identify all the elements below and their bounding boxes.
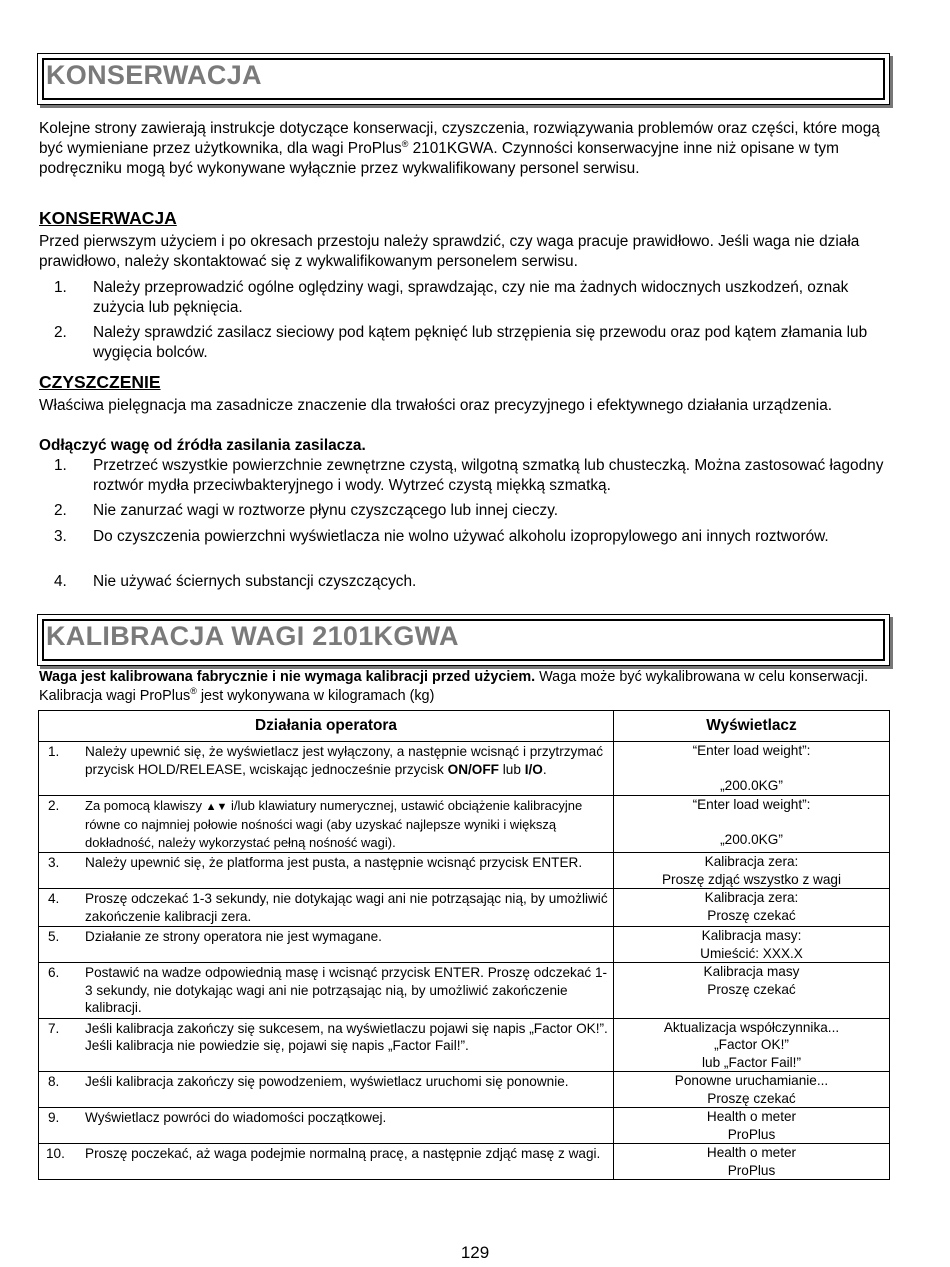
intro-paragraph: Kolejne strony zawierają instrukcje dotyczące konserwacji, czyszczenia, rozwiązywania problemów oraz części, które mogą być wymieniane przez użytkownika, dla wagi ProPlus® 2101KGWA. Czynności konserwacyjne inne niż opisane w tym podręczniku mogą być wykonywane wyłącznie przez wykwalifikowany personel serwisu. [39, 120, 880, 177]
table-header-row [39, 711, 890, 742]
heading-konserwacja: KONSERWACJA [39, 208, 177, 228]
section-banner-kalibracja [37, 614, 890, 666]
up-down-arrow-icons: ▲▼ [205, 800, 228, 813]
table-row: 8. Jeśli kalibracja zakończy się powodzeniem, wyświetlacz uruchomi się ponownie. Ponowne uruchamianie... Proszę czekać [39, 1072, 890, 1108]
kalibracja-intro: Waga jest kalibrowana fabrycznie i nie wymaga kalibracji przed użyciem. Waga może być wykalibrowana w celu konserwacji. Kalibracja wagi ProPlus® jest wykonywana w kilogramach (kg) [39, 669, 869, 704]
section-title: KALIBRACJA WAGI 2101KGWA [46, 621, 459, 651]
page-number: 129 [460, 1243, 490, 1262]
table-row: 7. Jeśli kalibracja zakończy się sukcesem, na wyświetlaczu pojawi się napis „Factor OK!”. Jeśli kalibracja nie powiedzie się, pojawi się napis „Factor Fail!”. Aktualizacja współczynnika... „Factor OK!” lub „Factor Fail!” [39, 1018, 890, 1072]
section-banner-konserwacja [37, 53, 890, 105]
konserwacja-text: Przed pierwszym użyciem i po okresach przestoju należy sprawdzić, czy waga pracuje prawidłowo. Jeśli waga nie działa prawidłowo, należy skontaktować się z wykwalifikowanym personelem serwisu. [39, 233, 860, 270]
czyszczenie-text: Właściwa pielęgnacja ma zasadnicze znaczenie dla trwałości oraz precyzyjnego i efektywnego działania urządzenia. [39, 397, 833, 414]
table-row: 5. Działanie ze strony operatora nie jest wymagane. Kalibracja masy: Umieścić: XXX.X [39, 927, 890, 963]
section-title: KONSERWACJA [46, 60, 262, 90]
table-row: 10. Proszę poczekać, aż waga podejmie normalną pracę, a następnie zdjąć masę z wagi. Health o meter ProPlus [39, 1144, 890, 1180]
table-row: 1. Należy upewnić się, że wyświetlacz jest wyłączony, a następnie wcisnąć i przytrzymać przycisk HOLD/RELEASE, wciskając jednocześnie przycisk ON/OFF lub I/O. “Enter load weight”: „200.0KG” [39, 742, 890, 796]
table-row: 2. Za pomocą klawiszy ▲▼ i/lub klawiatury numerycznej, ustawić obciążenie kalibracyjne równe co najmniej połowie nośności wagi (aby uzyskać najlepsze wyniki i większą dokładność, należy wykorzystać pełną nośność wagi). “Enter load weight”: „200.0KG” [39, 795, 890, 853]
col-header-display: Wyświetlacz [614, 711, 890, 742]
table-row: 9. Wyświetlacz powróci do wiadomości początkowej. Health o meter ProPlus [39, 1108, 890, 1144]
table-row: 3. Należy upewnić się, że platforma jest pusta, a następnie wcisnąć przycisk ENTER. Kalibracja zera: Proszę zdjąć wszystko z wagi [39, 853, 890, 889]
czyszczenie-warning: Odłączyć wagę od źródła zasilania zasilacza. [39, 437, 366, 454]
table-row: 4. Proszę odczekać 1-3 sekundy, nie dotykając wagi ani nie potrząsając nią, by umożliwić zakończenie kalibracji zera. Kalibracja zera: Proszę czekać [39, 889, 890, 927]
heading-czyszczenie: CZYSZCZENIE [39, 372, 161, 392]
col-header-operator: Działania operatora [39, 711, 614, 742]
table-row: 6. Postawić na wadze odpowiednią masę i wcisnąć przycisk ENTER. Proszę odczekać 1-3 sekundy, nie dotykając wagi ani nie potrząsając nią, by umożliwić zakończenie kalibracji. Kalibracja masy Proszę czekać [39, 963, 890, 1019]
calibration-table [38, 710, 890, 1180]
